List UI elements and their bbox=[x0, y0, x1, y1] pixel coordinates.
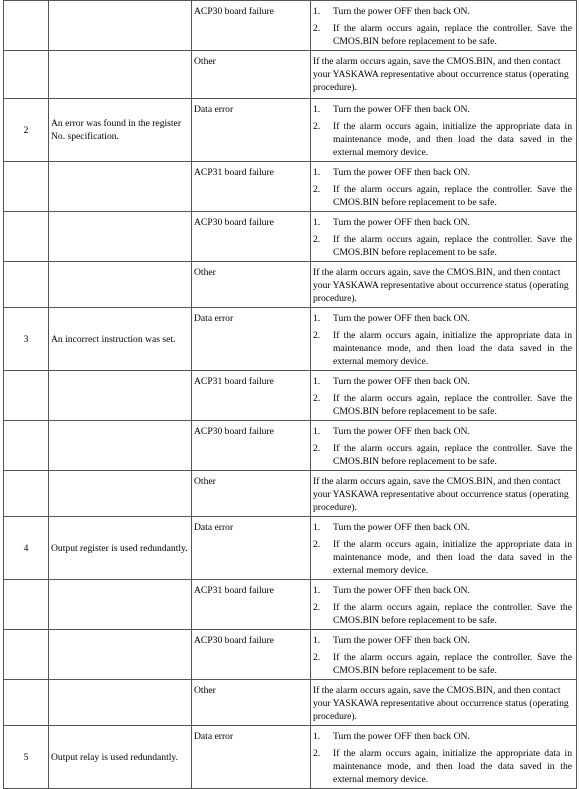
remedy-step-text: If the alarm occurs again, replace the controller. Save the CMOS.BIN before replacement to be safe. bbox=[333, 393, 572, 417]
remedy-step-number: 1. bbox=[313, 522, 321, 533]
remedy-step bbox=[313, 538, 572, 577]
alarm-description-cell bbox=[49, 371, 192, 421]
table-row bbox=[4, 371, 577, 421]
remedy-step-number: 1. bbox=[313, 376, 321, 387]
remedy-step-text: Turn the power OFF then back ON. bbox=[333, 376, 470, 387]
remedy-step-number: 1. bbox=[313, 585, 321, 596]
remedy-step bbox=[313, 22, 572, 48]
remedy-step bbox=[313, 747, 572, 786]
remedy-step-text: If the alarm occurs again, replace the controller. Save the CMOS.BIN before replacement to be safe. bbox=[333, 23, 572, 47]
remedy-step-number: 1. bbox=[313, 104, 321, 115]
remedy-step-number: 1. bbox=[313, 6, 321, 17]
remedy-step-text: Turn the power OFF then back ON. bbox=[333, 522, 470, 533]
alarm-number-cell bbox=[4, 262, 49, 308]
remedy-step bbox=[313, 392, 572, 418]
remedy-cell bbox=[311, 471, 577, 517]
remedy-step-number: 2. bbox=[313, 184, 321, 195]
remedy-step-text: Turn the power OFF then back ON. bbox=[333, 731, 470, 742]
alarm-description-cell bbox=[49, 630, 192, 680]
table-row bbox=[4, 471, 577, 517]
remedy-step-text: Turn the power OFF then back ON. bbox=[333, 6, 470, 17]
remedy-step-number: 2. bbox=[313, 748, 321, 759]
remedy-text: If the alarm occurs again, save the CMOS.BIN, and then contact your YASKAWA representative about occurrence status (operating procedure). bbox=[313, 267, 569, 304]
remedy-step-number: 1. bbox=[313, 731, 321, 742]
remedy-step-number: 1. bbox=[313, 167, 321, 178]
alarm-number-cell bbox=[4, 421, 49, 471]
cause-cell: ACP31 board failure bbox=[192, 580, 311, 630]
table-row bbox=[4, 421, 577, 471]
remedy-step bbox=[313, 216, 572, 229]
remedy-step bbox=[313, 584, 572, 597]
cause-cell: Data error bbox=[192, 726, 311, 789]
alarm-number-cell bbox=[4, 680, 49, 726]
remedy-step-number: 1. bbox=[313, 313, 321, 324]
remedy-step bbox=[313, 183, 572, 209]
alarm-description-cell bbox=[49, 262, 192, 308]
remedy-cell bbox=[311, 421, 577, 471]
alarm-description-cell: Output register is used redundantly. bbox=[49, 517, 192, 580]
remedy-step bbox=[313, 329, 572, 368]
remedy-step bbox=[313, 312, 572, 325]
remedy-cell bbox=[311, 630, 577, 680]
alarm-description-cell: An incorrect instruction was set. bbox=[49, 308, 192, 371]
cause-cell: Other bbox=[192, 680, 311, 726]
remedy-cell bbox=[311, 371, 577, 421]
cause-cell: ACP30 board failure bbox=[192, 630, 311, 680]
alarm-description-cell bbox=[49, 51, 192, 99]
remedy-step-number: 1. bbox=[313, 217, 321, 228]
table-row bbox=[4, 726, 577, 789]
remedy-step-text: Turn the power OFF then back ON. bbox=[333, 217, 470, 228]
cause-cell: Data error bbox=[192, 308, 311, 371]
remedy-step-number: 2. bbox=[313, 234, 321, 245]
alarm-number-cell bbox=[4, 212, 49, 262]
remedy-cell bbox=[311, 517, 577, 580]
cause-cell: ACP30 board failure bbox=[192, 421, 311, 471]
remedy-text: If the alarm occurs again, save the CMOS.BIN, and then contact your YASKAWA representative about occurrence status (operating procedure). bbox=[313, 476, 569, 513]
remedy-cell bbox=[311, 212, 577, 262]
remedy-step bbox=[313, 601, 572, 627]
table-row bbox=[4, 162, 577, 212]
remedy-step bbox=[313, 120, 572, 159]
remedy-step-text: If the alarm occurs again, initialize the appropriate data in maintenance mode, and then load the data saved in the external memory device. bbox=[333, 539, 572, 576]
cause-cell: Other bbox=[192, 471, 311, 517]
remedy-step-text: If the alarm occurs again, initialize the appropriate data in maintenance mode, and then load the data saved in the external memory device. bbox=[333, 121, 572, 158]
alarm-number-cell bbox=[4, 630, 49, 680]
cause-cell: ACP30 board failure bbox=[192, 1, 311, 51]
cause-cell: ACP31 board failure bbox=[192, 371, 311, 421]
remedy-step-text: If the alarm occurs again, replace the controller. Save the CMOS.BIN before replacement to be safe. bbox=[333, 234, 572, 258]
remedy-cell bbox=[311, 726, 577, 789]
alarm-description-cell bbox=[49, 212, 192, 262]
remedy-cell bbox=[311, 262, 577, 308]
remedy-text: If the alarm occurs again, save the CMOS.BIN, and then contact your YASKAWA representative about occurrence status (operating procedure). bbox=[313, 56, 569, 93]
remedy-step-text: If the alarm occurs again, replace the controller. Save the CMOS.BIN before replacement to be safe. bbox=[333, 652, 572, 676]
alarm-number-cell bbox=[4, 162, 49, 212]
remedy-step bbox=[313, 634, 572, 647]
remedy-step-number: 2. bbox=[313, 330, 321, 341]
cause-cell: Other bbox=[192, 51, 311, 99]
remedy-step-number: 1. bbox=[313, 635, 321, 646]
cause-cell: ACP30 board failure bbox=[192, 212, 311, 262]
alarm-description-cell bbox=[49, 580, 192, 630]
table-row bbox=[4, 262, 577, 308]
alarm-remedy-table bbox=[3, 0, 577, 789]
remedy-step-text: Turn the power OFF then back ON. bbox=[333, 585, 470, 596]
table-row bbox=[4, 630, 577, 680]
alarm-number-cell: 2 bbox=[4, 99, 49, 162]
remedy-cell bbox=[311, 580, 577, 630]
remedy-step bbox=[313, 442, 572, 468]
remedy-step bbox=[313, 425, 572, 438]
table-row bbox=[4, 308, 577, 371]
alarm-number-cell bbox=[4, 51, 49, 99]
table-row bbox=[4, 99, 577, 162]
alarm-number-cell: 5 bbox=[4, 726, 49, 789]
remedy-step-number: 1. bbox=[313, 426, 321, 437]
cause-cell: Data error bbox=[192, 517, 311, 580]
alarm-number-cell bbox=[4, 1, 49, 51]
remedy-step-text: If the alarm occurs again, initialize the appropriate data in maintenance mode, and then load the data saved in the external memory device. bbox=[333, 330, 572, 367]
remedy-step-number: 2. bbox=[313, 121, 321, 132]
alarm-description-cell: Output relay is used redundantly. bbox=[49, 726, 192, 789]
remedy-step-number: 2. bbox=[313, 602, 321, 613]
remedy-step-number: 2. bbox=[313, 652, 321, 663]
alarm-number-cell bbox=[4, 371, 49, 421]
table-row bbox=[4, 680, 577, 726]
remedy-cell bbox=[311, 162, 577, 212]
remedy-step bbox=[313, 521, 572, 534]
remedy-step bbox=[313, 103, 572, 116]
remedy-step-number: 2. bbox=[313, 393, 321, 404]
remedy-step bbox=[313, 5, 572, 18]
remedy-text: If the alarm occurs again, save the CMOS.BIN, and then contact your YASKAWA representative about occurrence status (operating procedure). bbox=[313, 685, 569, 722]
alarm-number-cell: 4 bbox=[4, 517, 49, 580]
alarm-remedy-table-body bbox=[4, 1, 577, 789]
alarm-number-cell: 3 bbox=[4, 308, 49, 371]
remedy-step-text: If the alarm occurs again, replace the controller. Save the CMOS.BIN before replacement to be safe. bbox=[333, 184, 572, 208]
table-row bbox=[4, 1, 577, 51]
alarm-number-cell bbox=[4, 471, 49, 517]
remedy-step bbox=[313, 730, 572, 743]
table-row bbox=[4, 51, 577, 99]
cause-cell: Other bbox=[192, 262, 311, 308]
table-row bbox=[4, 212, 577, 262]
remedy-step bbox=[313, 375, 572, 388]
cause-cell: ACP31 board failure bbox=[192, 162, 311, 212]
remedy-step bbox=[313, 651, 572, 677]
remedy-step-number: 2. bbox=[313, 539, 321, 550]
remedy-cell bbox=[311, 51, 577, 99]
alarm-description-cell bbox=[49, 680, 192, 726]
remedy-step-text: If the alarm occurs again, replace the controller. Save the CMOS.BIN before replacement to be safe. bbox=[333, 443, 572, 467]
remedy-cell bbox=[311, 99, 577, 162]
remedy-step-number: 2. bbox=[313, 443, 321, 454]
remedy-step-text: Turn the power OFF then back ON. bbox=[333, 313, 470, 324]
remedy-cell bbox=[311, 680, 577, 726]
remedy-cell bbox=[311, 308, 577, 371]
table-row bbox=[4, 517, 577, 580]
remedy-step-text: Turn the power OFF then back ON. bbox=[333, 635, 470, 646]
alarm-description-cell bbox=[49, 162, 192, 212]
remedy-step bbox=[313, 166, 572, 179]
alarm-number-cell bbox=[4, 580, 49, 630]
remedy-step-text: Turn the power OFF then back ON. bbox=[333, 104, 470, 115]
alarm-description-cell bbox=[49, 1, 192, 51]
alarm-description-cell bbox=[49, 421, 192, 471]
remedy-step-text: Turn the power OFF then back ON. bbox=[333, 167, 470, 178]
remedy-step-text: Turn the power OFF then back ON. bbox=[333, 426, 470, 437]
cause-cell: Data error bbox=[192, 99, 311, 162]
alarm-description-cell bbox=[49, 471, 192, 517]
remedy-step-number: 2. bbox=[313, 23, 321, 34]
alarm-description-cell: An error was found in the register No. specification. bbox=[49, 99, 192, 162]
remedy-step-text: If the alarm occurs again, replace the controller. Save the CMOS.BIN before replacement to be safe. bbox=[333, 602, 572, 626]
remedy-step-text: If the alarm occurs again, initialize the appropriate data in maintenance mode, and then load the data saved in the external memory device. bbox=[333, 748, 572, 785]
remedy-cell bbox=[311, 1, 577, 51]
table-row bbox=[4, 580, 577, 630]
remedy-step bbox=[313, 233, 572, 259]
